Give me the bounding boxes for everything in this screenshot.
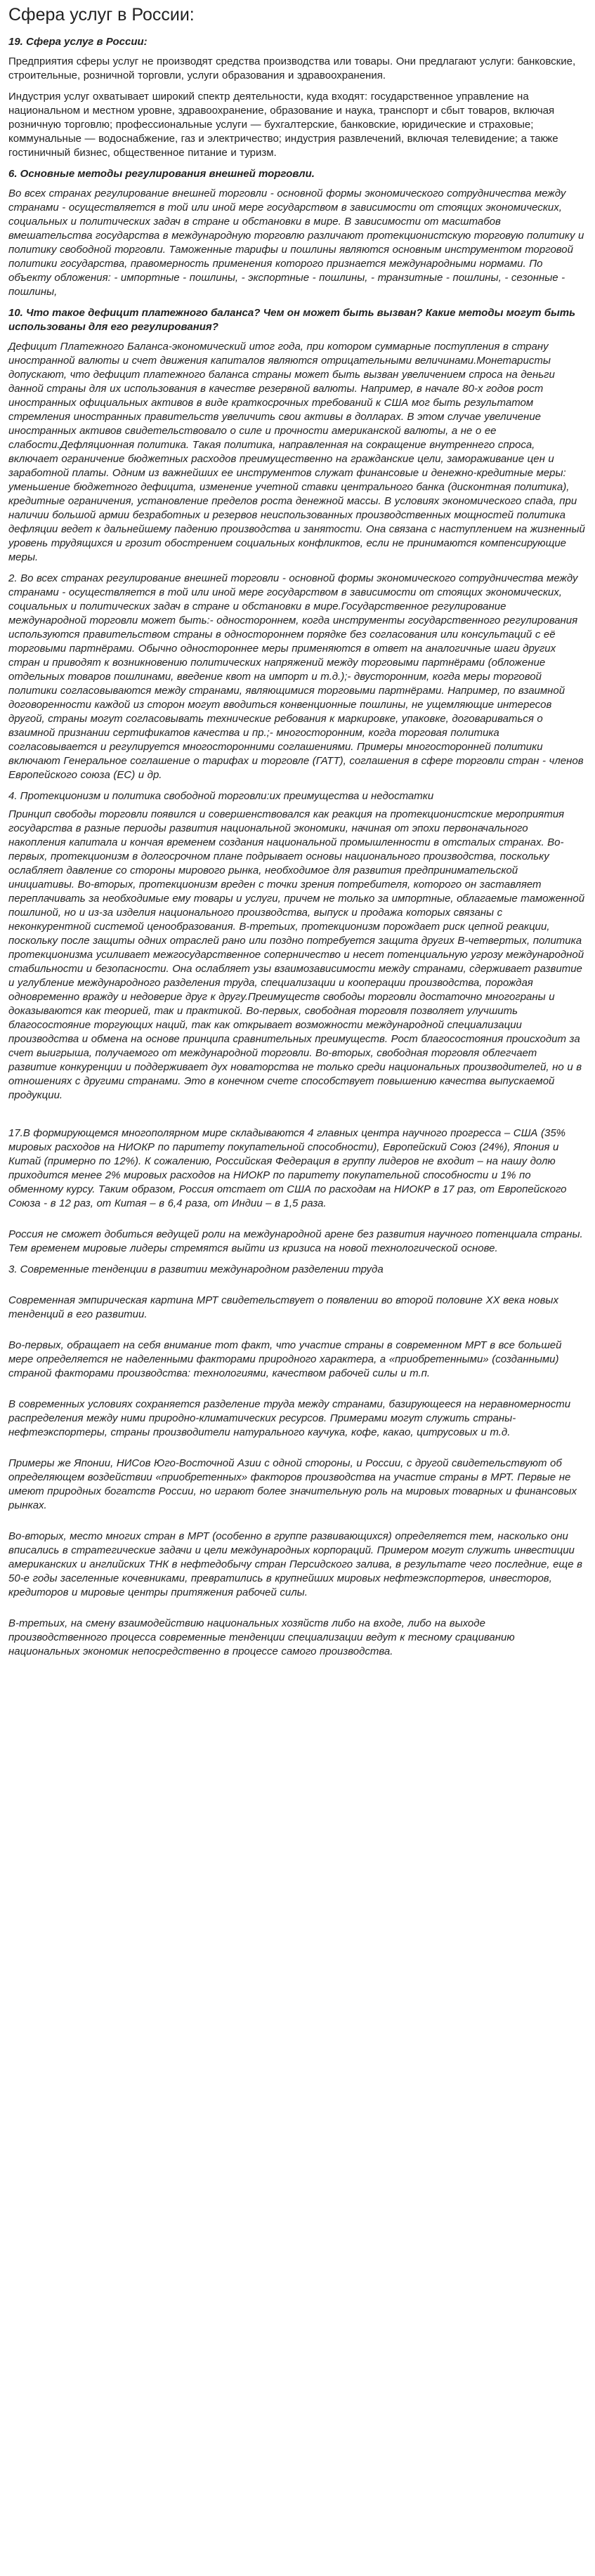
paragraph-services-industry: Индустрия услуг охватывает широкий спектр деятельности, куда входят: государственное управление на национальном и местном уровне, здравоохранение, образование и наука, транспорт и сбыт товаров, включая розничную торговлю; профессиональные услуги — бухгалтерские, банковские, юридические и страховые; коммунальные — водоснабжение, газ и электричество; индустрия развлечений, включая телевидение; а также гостиничный бизнес, общественное питание и туризм. (8, 91, 558, 159)
section-heading-6: 6. Основные методы регулирования внешней торговли. (8, 168, 315, 180)
paragraph-mrt-examples: Примеры же Японии, НИСов Юго-Восточной Азии с одной стороны, и России, с другой свидетельствуют об определяющем воздействии «приобретенных» факторов производства на участие страны в МРТ. Первые не имеют природных богатств России, но играют более значительную роль на мировых товарных и финансовых рынках. (8, 1457, 577, 1511)
section-heading-3: 3. Современные тенденции в развитии международном разделении труда (8, 1263, 384, 1275)
paragraph-protectionism: Принцип свободы торговли появился и совершенствовался как реакция на протекционистские мероприятия государства в разные периоды развития национальной экономики, начиная от эпохи первоначального накопления капитала и кончая временем создания национальной промышленности в отсталых странах. Во-первых, протекционизм в долгосрочном плане подрывает основы национального производства, поскольку ослабляет давление со стороны мирового рынка, необходимое для развития предпринимательской инициативы. Во-вторых, протекционизм вреден с точки зрения потребителя, которого он заставляет переплачивать за необходимые ему товары и услуги, причем не только за импортные, облагаемые таможенной пошлиной, но и из-за изделия национального производства, выпуск и продажа которых связаны с неконкурентной системой ценообразования. В-третьих, протекционизм порождает риск цепной реакции, поскольку после защиты одних отраслей рано или поздно потребуется защита других В-четвертых, политика протекционизма усиливает межгосударственное соперничество и несет потенциальную угрозу международной стабильности и безопасности. Она ослабляет узы взаимозависимости между странами, сдерживает развитие и углубление международного разделения труда, специализации и кооперации производства, порождая одновременно вражду и недоверие друг к другу.Преимуществ свободы торговли достаточно многограны и доказываются как теорией, так и практикой. Во-первых, свободная торговля позволяет улучшить благосостояние торгующих наций, так как открывает возможности международной специализации производства и обмена на основе принципа сравнительных преимуществ. Рост благосостояния происходит за счет выигрыша, получаемого от международной торговли. Во-вторых, свободная торговля облегчает развитие конкуренции и поддерживает дух новаторства не только среди национальных производителей, но и в отношениях с другими странами. Это в конечном счете способствует повышению качества выпускаемой продукции. (8, 808, 585, 1101)
paragraph-state-regulation: 2. Во всех странах регулирование внешней торговли - основной формы экономического сотрудничества между странами - осуществляется в той или иной мере государством в зависимости от стоящих экономических, социальных и политических задач в стране и обстановки в мире.Государственное регулирование международной торговли может быть:- одностороннем, когда инструменты государственного регулирования используются правительством страны в одностороннем порядке без согласования или консультаций с её торговыми партнёрами. Обычно одностороннее меры применяются в ответ на аналогичные шаги других стран и приводят к возникновению политических напряжений между торговыми партнёрами (обложение отдельных товаров пошлинами, введение квот на импорт и т.д.);- двусторонним, когда меры торговой политики согласовываются между странами, являющимися торговыми партнёрами. Например, по взаимной договоренности каждой из сторон могут вводиться конвенционные пошлины, не ущемляющие интересов другой, страны могут согласовывать технические ребования к маркировке, упаковке, договариваться о взаимной признании сертификатов качества и пр.;- многосторонним, когда торговая политика согласовывается и регулируется многосторонними соглашениями. Примеры многосторонней политики включают Генеральное соглашение о тарифах и торговле (ГАТТ), соглашения в сфере торговли стран - членов Европейского союза (ЕС) и др. (8, 572, 584, 781)
section-heading-4: 4. Протекционизм и политика свободной торговли:их преимущества и недостатки (8, 790, 434, 802)
paragraph-payment-deficit: Дефицит Платежного Баланса-экономический итог года, при котором суммарные поступления в страну иностранной валюты и счет движения капиталов являются отрицательными величинами.Монетаристы допускают, что дефицит платежного баланса страны может быть вызван увеличением спроса на деньги данной страны для их использования в качестве резервной валюты. Например, в начале 80-х годов рост иностранных официальных активов в виде краткосрочных требований к США мог быть результатом стремления иностранных правительств увеличить свои активы в долларах. В этом случае увеличение иностранных активов свидетельствовало о силе и прочности американской валюты, а не о ее слабости.Дефляционная политика. Такая политика, направленная на сокращение внутреннего спроса, включает ограничение бюджетных расходов преимущественно на гражданские цели, замораживание цен и заработной платы. Одним из важнейших ее инструментов служат финансовые и денежно-кредитные меры: уменьшение бюджетного дефицита, изменение учетной ставки центрального банка (дисконтная политика), кредитные ограничения, установление пределов роста денежной массы. В условиях экономического спада, при наличии большой армии безработных и резервов неиспользованных производственных мощностей политика дефляции ведет к дальнейшему падению производства и занятости. Она связана с наступлением на жизненный уровень трудящихся и грозит обострением социальных конфликтов, если не принимаются компенсирующие меры. (8, 341, 585, 563)
paragraph-mrt-natural: В современных условиях сохраняется разделение труда между странами, базирующееся на неравномерности распределения между ними природно-климатических ресурсов. Примерами могут служить страны-нефтеэкспортеры, страны производители натурального каучука, кофе, какао, цитрусовых и т.д. (8, 1398, 571, 1438)
section-heading-19: 19. Сфера услуг в России: (8, 36, 148, 48)
paragraph-mrt-third: В-третьих, на смену взаимодействию национальных хозяйств либо на входе, либо на выходе производственного процесса современные тенденции специализации ведут к тесному срациванию национальных экономик непосредственно в процессе самого производства. (8, 1617, 515, 1657)
paragraph-mrt-empirical: Современная эмпирическая картина МРТ свидетельствует о появлении во второй половине ХХ века новых тенденций в его развитии. (8, 1294, 558, 1320)
page-title: Сфера услуг в России: (8, 5, 195, 25)
paragraph-trade-regulation: Во всех странах регулирование внешней торговли - основной формы экономического сотрудничества между странами - осуществляется в той или иной мере государством в зависимости от стоящих экономических, социальных и политических задач в стране и обстановки в мире. В зависимости от масштабов вмешательства государства в международную торговлю различают протекционистскую торговую политику и политику свободной торговли. Таможенные тарифы и пошлины являются основным инструментом торговой политики государства, правомерность применения которого признается международными нормами. По объекту обложения: - импортные - пошлины, - экспортные - пошлины, - транзитные - пошлины, - сезонные - пошлины, (8, 188, 584, 298)
paragraph-mrt-first: Во-первых, обращает на себя внимание тот факт, что участие страны в современном МРТ в все большей мере определяется не наделенными факторами природного характера, а «приобретенными» (созданными) страной факторами производства: технологиями, качеством рабочей силы и т.п. (8, 1339, 562, 1379)
paragraph-mrt-second: Во-вторых, место многих стран в МРТ (особенно в группе развивающихся) определяется тем, насколько они вписались в стратегические задачи и цели международных корпораций. Примером могут служить инвестиции американских и английских ТНК в нефтедобычу стран Персидского залива, в результате чего последние, еще в 50-е годы заселенные кочевниками, превратились в крупнейших мировых нефтеэкспортеров, инвесторов, кредиторов и мировые центры притяжения рабочей силы. (8, 1530, 582, 1598)
paragraph-science-centers: 17.В формирующемся многополярном мире складываются 4 главных центра научного прогресса – США (35% мировых расходов на НИОКР по паритету покупательной способности), Европейский Союз (24%), Япония и Китай (примерно по 12%). К сожалению, Российская Федерация в группу лидеров не входит – на нашу долю приходится менее 2% мировых расходов на НИОКР по паритету покупательной способности и 1% по обменному курсу. Таким образом, Россия отстает от США по расходам на НИОКР в 17 раз, от Европейского Союза - в 12 раз, от Китая – в 6,4 раза, от Индии – в 1,5 раза. (8, 1127, 567, 1209)
section-heading-10: 10. Что такое дефицит платежного баланса? Чем он может быть вызван? Какие методы могут быть использованы для его регулирования? (8, 307, 576, 333)
paragraph-russia-science: Россия не сможет добиться ведущей роли на международной арене без развития научного потенциала страны. Тем временем мировые лидеры стремятся выйти из кризиса на новой технологической основе. (8, 1228, 583, 1254)
paragraph-services-intro: Предприятия сферы услуг не производят средства производства или товары. Они предлагают услуги: банковские, строительные, розничной торговли, услуги образования и здравоохранения. (8, 55, 576, 81)
